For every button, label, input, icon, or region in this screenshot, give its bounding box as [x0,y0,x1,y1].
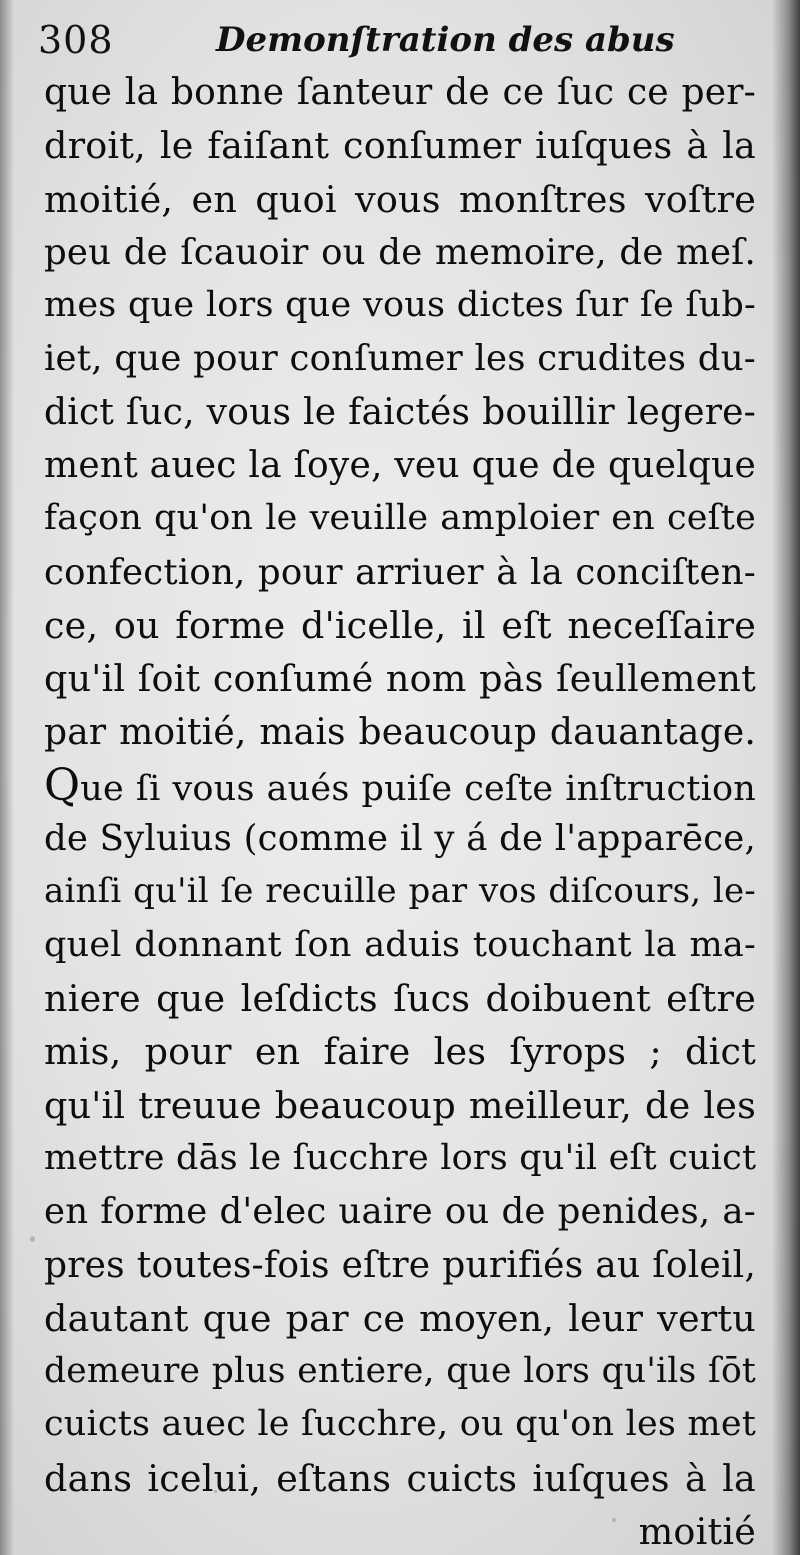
text-line: demeure plus entiere, que lors qu'ils ſōt [44,1351,756,1392]
page-number: 308 [38,18,114,62]
text-line: mes que lors que vous dictes ſur ſe ſub- [44,285,756,326]
text-line: de Syluius (comme il y á de l'apparēce, [44,818,756,860]
text-line: moitié, en quoi vous monſtres voſtre [44,177,756,221]
text-line: que la bonne ſanteur de ce ſuc ce per- [44,72,756,113]
page-edge-shadow [772,0,800,1555]
paper-speck [30,1236,35,1242]
body-text [44,66,756,1555]
text-line: qu'il treuue beaucoup meilleur, de les [44,1083,756,1127]
text-line: dans icelui, eſtans cuicts iuſques à la [44,1456,756,1500]
text-line: par moitié, mais beaucoup dauantage. [44,711,756,753]
text-line: mettre dās le ſucchre lors qu'il eſt cuict [44,1137,757,1178]
gutter-shadow [0,0,14,1555]
text-line: mis, pour en faire les ſyrops ; dict [44,1030,756,1074]
text-line: dautant que par ce moyen, leur vertu [44,1296,756,1340]
text-line: façon qu'on le veuille amploier en ceſte [44,498,756,539]
text-line: confection, pour arriuer à la conciſten- [44,551,756,593]
text-line: ainſi qu'il ſe recuille par vos diſcours, le- [44,871,756,912]
text-line: droit, le faiſant conſumer iuſques à la [44,124,756,168]
text-line: ce, ou forme d'icelle, il eſt neceſſaire [44,603,756,647]
text-line: qu'il ſoit conſumé nom pàs ſeullement [44,657,756,701]
paper-speck [612,1518,616,1522]
catchword: moitié [638,1510,756,1554]
text-line: dict ſuc, vous le faictés bouillir legere- [44,391,756,433]
text-line: en forme d'elec uaire ou de penides, a- [44,1191,756,1233]
text-line: pres toutes-fois eſtre purifiés au ſoleil, [44,1244,756,1286]
text-line: iet, que pour conſumer les crudites du- [44,338,756,380]
running-head [38,16,758,64]
text-line: Que ſi vous aués puiſe ceſte inſtruction [44,759,756,811]
text-line: niere que leſdicts ſucs doibuent eſtre [44,977,756,1021]
text-line: quel donnant ſon aduis touchant la ma- [44,924,756,965]
text-line: cuicts auec le ſucchre, ou qu'on les met [44,1404,756,1445]
text-line: peu de ſcauoir ou de memoire, de meſ. [44,231,756,273]
paper-speck [214,1490,217,1493]
running-title: Demonſtration des abus [216,20,675,60]
text-line: ment auec la ſoye, veu que de quelque [44,445,756,487]
